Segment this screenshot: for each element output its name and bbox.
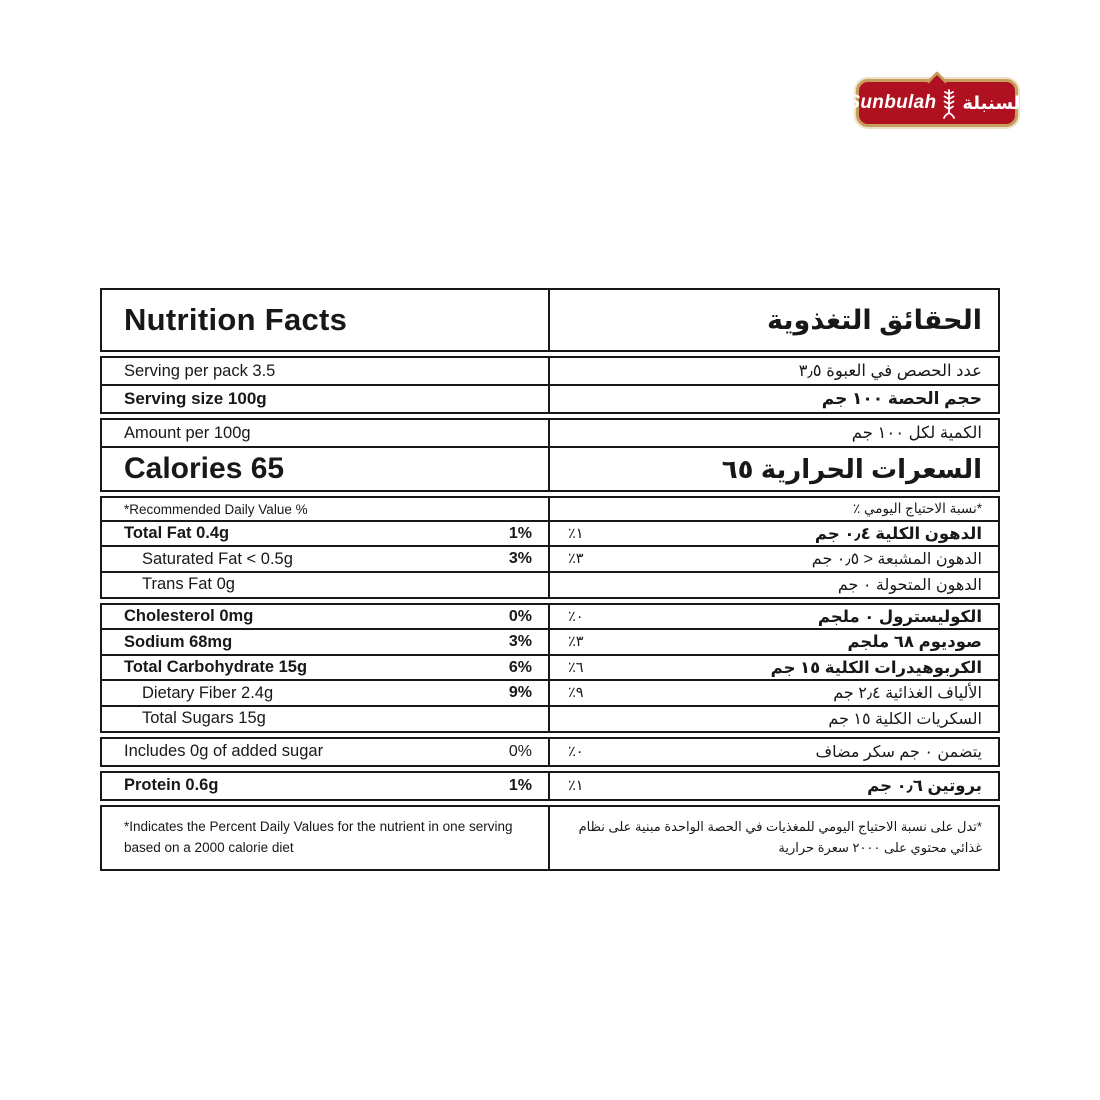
saturated-fat-cell-en	[102, 547, 550, 571]
wheat-icon	[941, 87, 957, 119]
total-sugars-cell-ar	[550, 707, 998, 731]
total-carbohydrate-row	[100, 654, 1000, 682]
protein-pct-en: 1%	[508, 776, 532, 794]
saturated-fat-pct-en: 3%	[508, 550, 532, 567]
daily-value-note-en: *Recommended Daily Value %	[124, 501, 308, 517]
added-sugar-cell-en	[102, 739, 550, 765]
serving-size-cell-en	[102, 386, 550, 412]
trans-fat-ar: الدهون المتحولة ٠ جم	[837, 576, 982, 594]
sodium-row	[100, 628, 1000, 656]
title-ar: الحقائق التغذوية	[767, 304, 982, 335]
total-carbohydrate-pct-en: 6%	[508, 658, 532, 676]
total-carbohydrate-cell-ar	[550, 656, 998, 680]
footnote-ar: *تدل على نسبة الاحتياج اليومي للمغذيات في الحصة الواحدة مبنية على نظام غذائي محتوي على ٢٠٠٠ سعرة حرارية	[578, 818, 982, 855]
sodium-cell-en	[102, 630, 550, 654]
cholesterol-cell-en	[102, 605, 550, 629]
calories-cell-en	[102, 448, 550, 490]
total-carbohydrate-en: Total Carbohydrate 15g	[124, 658, 308, 676]
logo-latin-text: Sunbulah	[847, 92, 937, 113]
sodium-en: Sodium 68mg	[124, 632, 233, 651]
dietary-fiber-ar: الألياف الغذائية ٢٫٤ جم	[833, 685, 982, 702]
sodium-pct-ar: ٪٣	[568, 634, 584, 650]
cholesterol-en: Cholesterol 0mg	[124, 607, 254, 625]
cholesterol-pct-en: 0%	[508, 607, 532, 625]
logo-arabic-text: السنبلة	[962, 92, 1027, 113]
saturated-fat-ar: الدهون المشبعة < ٠٫٥ جم	[811, 551, 982, 568]
amount-per-cell-en	[102, 420, 550, 447]
footnote-row	[100, 805, 1000, 871]
saturated-fat-pct-ar: ٪٣	[568, 551, 584, 567]
calories-ar: السعرات الحرارية ٦٥	[721, 453, 982, 484]
footnote-en: *Indicates the Percent Daily Values for the nutrient in one serving based on a 2000 calorie diet	[124, 818, 513, 855]
footnote-cell-en	[102, 807, 550, 869]
trans-fat-row	[100, 571, 1000, 599]
added-sugar-row	[100, 737, 1000, 767]
daily-value-note-cell-ar	[550, 498, 998, 520]
total-fat-cell-en	[102, 522, 550, 546]
serving-size-en: Serving size 100g	[124, 388, 267, 408]
dietary-fiber-cell-ar	[550, 681, 998, 705]
cholesterol-row	[100, 603, 1000, 631]
serving-per-pack-row	[100, 356, 1000, 386]
sodium-cell-ar	[550, 630, 998, 654]
protein-cell-en	[102, 773, 550, 799]
daily-value-note-row	[100, 496, 1000, 522]
cholesterol-ar: الكوليسترول ٠ ملجم	[817, 607, 982, 626]
calories-row	[100, 446, 1000, 492]
footnote-cell-ar	[550, 807, 998, 869]
calories-cell-ar	[550, 448, 998, 490]
daily-value-note-cell-en	[102, 498, 550, 520]
cholesterol-cell-ar	[550, 605, 998, 629]
dietary-fiber-en: Dietary Fiber 2.4g	[142, 683, 274, 702]
total-sugars-row	[100, 705, 1000, 733]
nutrition-facts-table	[100, 288, 1000, 871]
total-fat-pct-en: 1%	[508, 524, 532, 542]
amount-per-ar: الكمية لكل ١٠٠ جم	[851, 424, 982, 442]
trans-fat-cell-en	[102, 573, 550, 597]
protein-row	[100, 771, 1000, 801]
added-sugar-pct-en: 0%	[508, 742, 532, 760]
title-row	[100, 288, 1000, 352]
total-carbohydrate-pct-ar: ٪٦	[568, 659, 584, 676]
serving-size-cell-ar	[550, 386, 998, 412]
serving-per-pack-cell-ar	[550, 358, 998, 384]
added-sugar-cell-ar	[550, 739, 998, 765]
total-fat-pct-ar: ٪١	[568, 525, 584, 542]
sunbulah-logo	[847, 79, 1027, 127]
total-sugars-en: Total Sugars 15g	[142, 709, 266, 727]
serving-per-pack-cell-en	[102, 358, 550, 384]
dietary-fiber-cell-en	[102, 681, 550, 705]
total-fat-cell-ar	[550, 522, 998, 546]
serving-size-ar: حجم الحصة ١٠٠ جم	[821, 388, 982, 408]
serving-per-pack-en: Serving per pack 3.5	[124, 361, 276, 380]
dietary-fiber-row	[100, 679, 1000, 707]
total-fat-en: Total Fat 0.4g	[124, 524, 230, 542]
cholesterol-pct-ar: ٪٠	[568, 608, 584, 625]
dietary-fiber-pct-en: 9%	[508, 684, 532, 701]
saturated-fat-en: Saturated Fat < 0.5g	[142, 549, 293, 568]
protein-cell-ar	[550, 773, 998, 799]
dietary-fiber-pct-ar: ٪٩	[568, 685, 584, 701]
protein-en: Protein 0.6g	[124, 776, 219, 794]
saturated-fat-cell-ar	[550, 547, 998, 571]
title-en: Nutrition Facts	[124, 302, 348, 337]
title-cell-en	[102, 290, 550, 350]
total-sugars-cell-en	[102, 707, 550, 731]
title-cell-ar	[550, 290, 998, 350]
total-carbohydrate-ar: الكربوهيدرات الكلية ١٥ جم	[770, 658, 982, 677]
added-sugar-pct-ar: ٪٠	[568, 743, 584, 760]
added-sugar-ar: يتضمن ٠ جم سكر مضاف	[815, 743, 982, 761]
total-fat-ar: الدهون الكلية ٠٫٤ جم	[814, 524, 982, 543]
saturated-fat-row	[100, 545, 1000, 573]
daily-value-note-ar: *نسبة الاحتياج اليومي ٪	[852, 501, 982, 516]
trans-fat-cell-ar	[550, 573, 998, 597]
serving-per-pack-ar: عدد الحصص في العبوة ٣٫٥	[798, 362, 982, 380]
total-fat-row	[100, 520, 1000, 548]
protein-ar: بروتين ٠٫٦ جم	[867, 776, 982, 795]
added-sugar-en: Includes 0g of added sugar	[124, 742, 324, 760]
total-carbohydrate-cell-en	[102, 656, 550, 680]
amount-per-en: Amount per 100g	[124, 423, 251, 442]
calories-en: Calories 65	[124, 452, 285, 485]
serving-size-row	[100, 384, 1000, 414]
protein-pct-ar: ٪١	[568, 777, 584, 794]
amount-per-row	[100, 418, 1000, 449]
sodium-ar: صوديوم ٦٨ ملجم	[847, 633, 982, 651]
total-sugars-ar: السكريات الكلية ١٥ جم	[828, 710, 982, 728]
trans-fat-en: Trans Fat 0g	[142, 575, 235, 593]
sodium-pct-en: 3%	[508, 633, 532, 650]
amount-per-cell-ar	[550, 420, 998, 447]
